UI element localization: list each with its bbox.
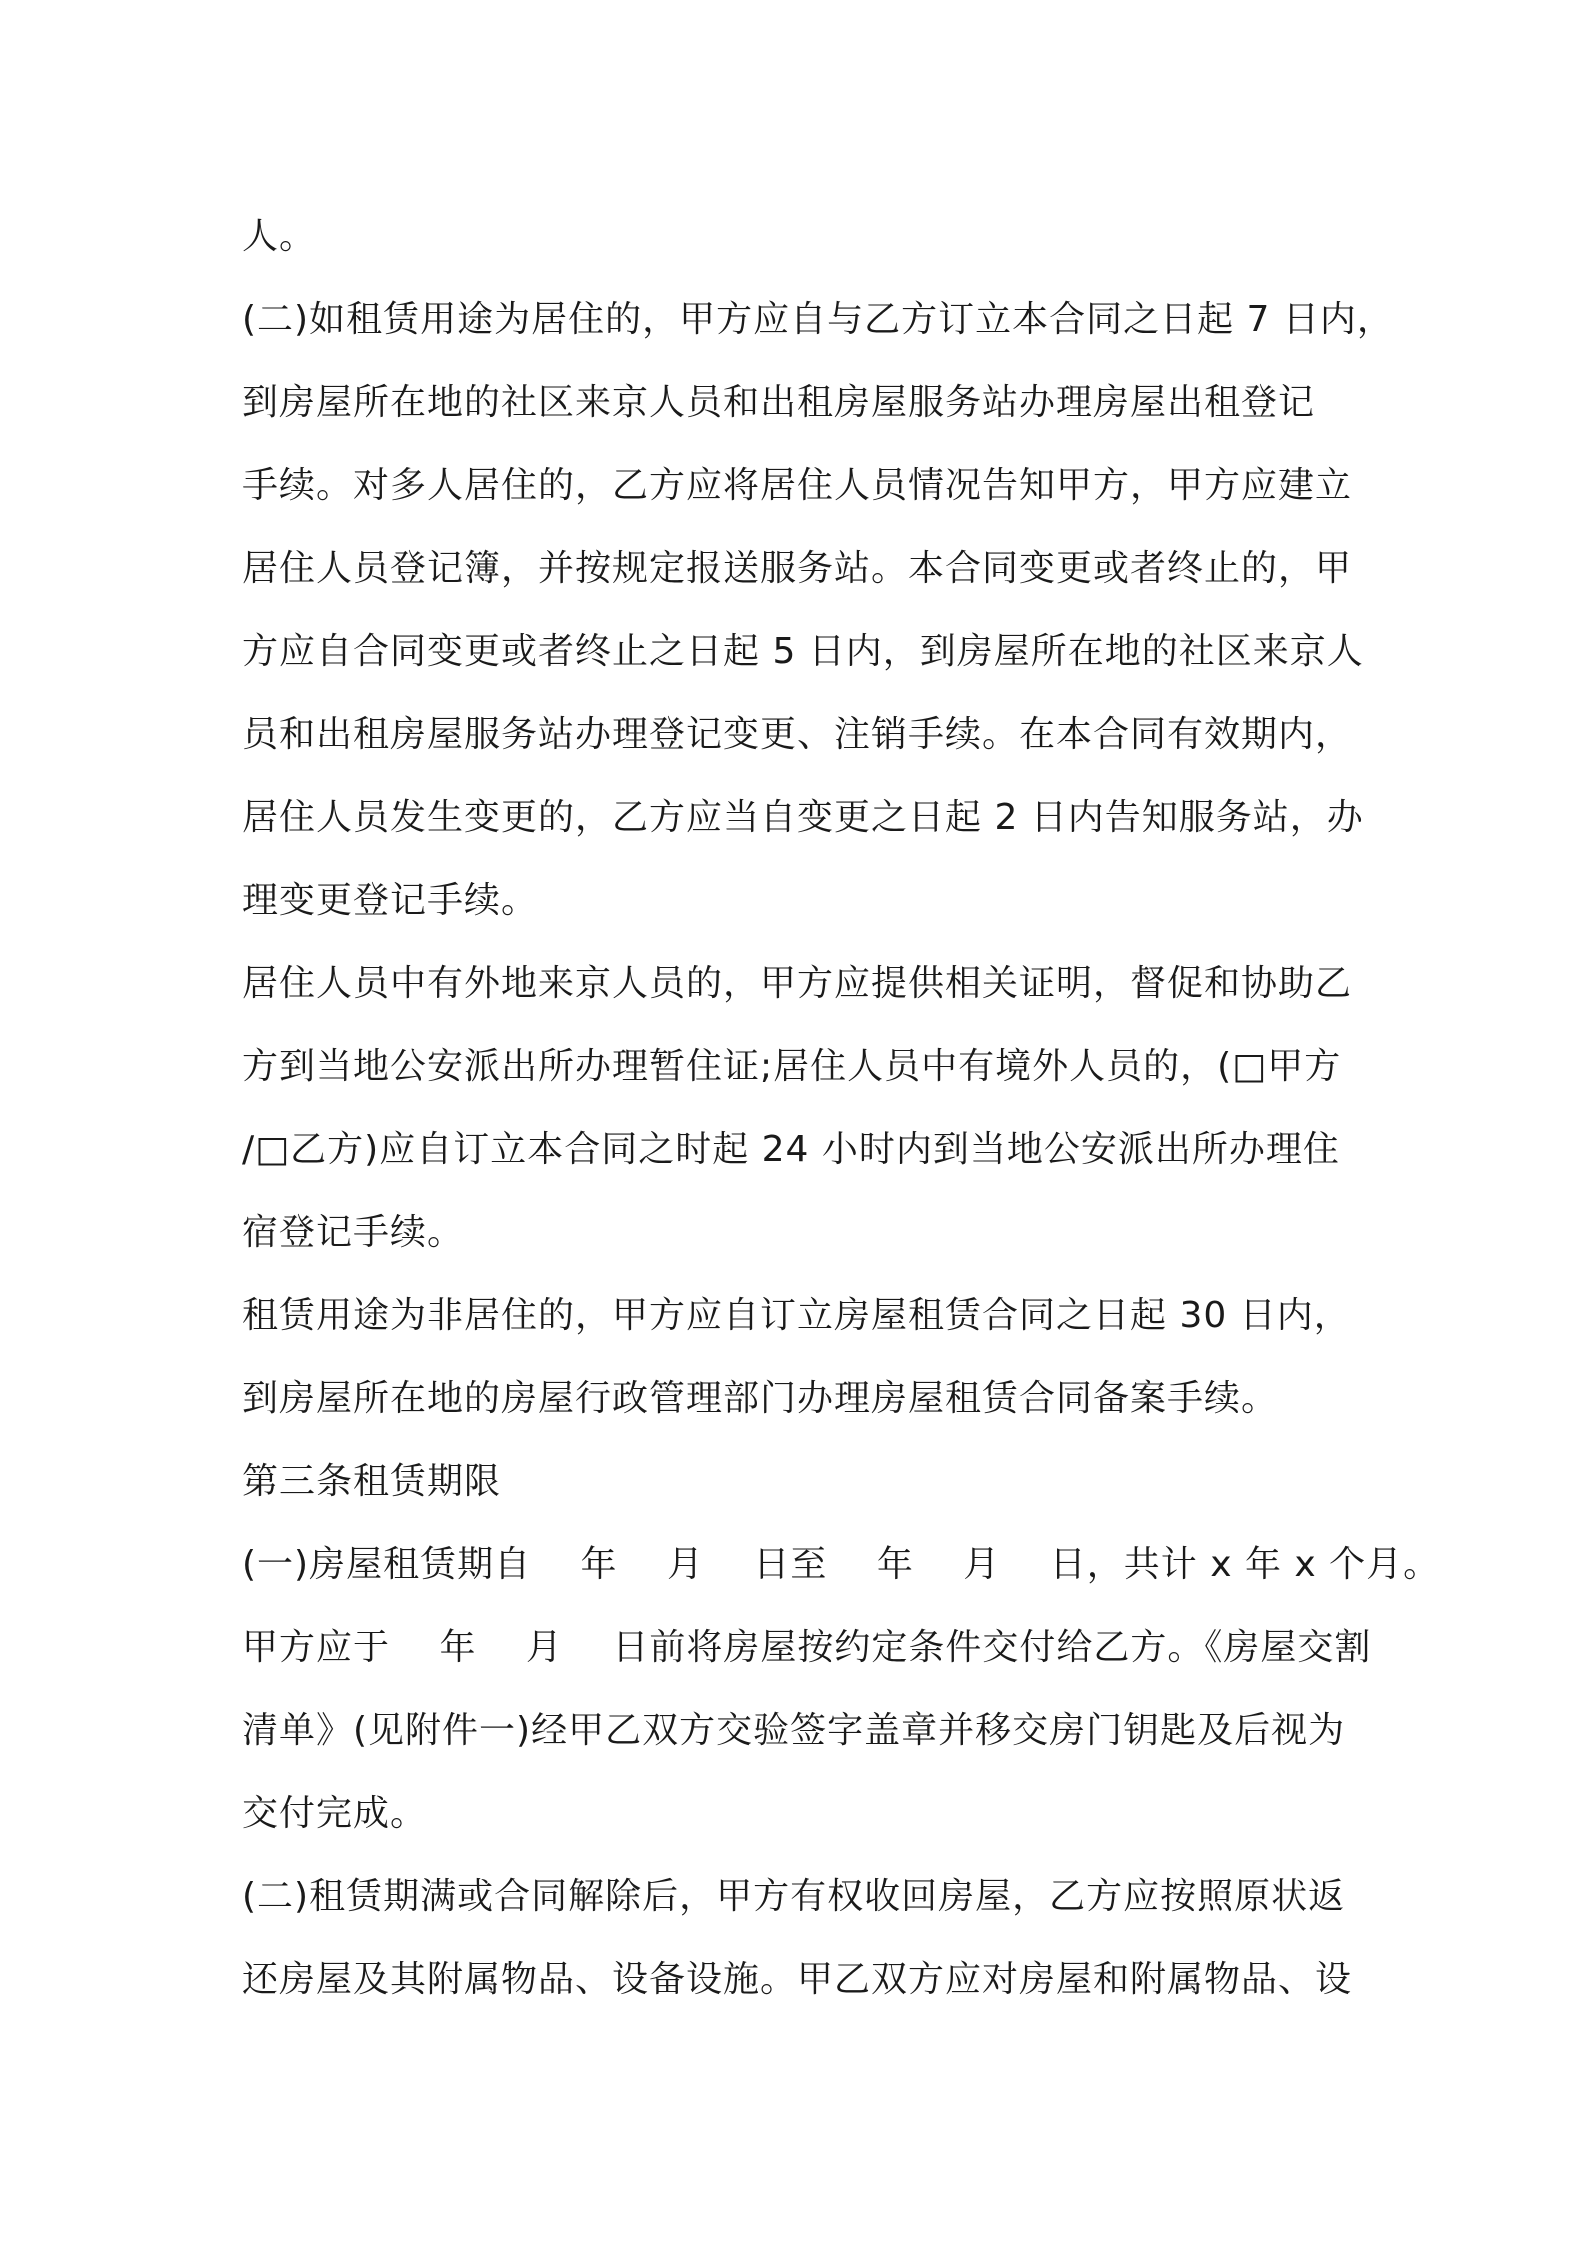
document-body [242, 195, 1441, 2021]
text-line: 宿登记手续。 [242, 1212, 465, 1253]
text-line: (二)租赁期满或合同解除后，甲方有权收回房屋，乙方应按照原状返 [242, 1876, 1346, 1917]
text-line: 交付完成。 [242, 1793, 428, 1834]
text-line: (一)房屋租赁期自 年 月 日至 年 月 日，共计 x 年 x 个月。 [242, 1544, 1441, 1585]
text-line: /□乙方)应自订立本合同之时起 24 小时内到当地公安派出所办理住 [242, 1129, 1340, 1170]
section-heading-lease-term [242, 1440, 1362, 1523]
text-line: 理变更登记手续。 [242, 880, 539, 921]
text-line: 租赁用途为非居住的，甲方应自订立房屋租赁合同之日起 30 日内， [242, 1295, 1351, 1336]
text-line: 手续。对多人居住的，乙方应将居住人员情况告知甲方，甲方应建立 [242, 465, 1353, 506]
paragraph-lease-period [242, 1523, 1441, 1855]
text-line: 人。 [242, 216, 317, 257]
text-line: 还房屋及其附属物品、设备设施。甲乙双方应对房屋和附属物品、设 [242, 1959, 1353, 2000]
text-line: (二)如租赁用途为居住的，甲方应自与乙方订立本合同之日起 7 日内， [242, 299, 1394, 340]
text-line: 居住人员登记簿，并按规定报送服务站。本合同变更或者终止的，甲 [242, 548, 1353, 589]
text-line: 方到当地公安派出所办理暂住证;居住人员中有境外人员的，(□甲方 [242, 1046, 1342, 1087]
section-heading: 第三条租赁期限 [242, 1461, 502, 1502]
text-line: 居住人员中有外地来京人员的，甲方应提供相关证明，督促和协助乙 [242, 963, 1353, 1004]
paragraph-nonlocal-residents [242, 942, 1362, 1274]
text-line: 方应自合同变更或者终止之日起 5 日内，到房屋所在地的社区来京人 [242, 631, 1364, 672]
paragraph-non-residential [242, 1274, 1362, 1440]
text-line: 清单》(见附件一)经甲乙双方交验签字盖章并移交房门钥匙及后视为 [242, 1710, 1346, 1751]
text-line: 到房屋所在地的房屋行政管理部门办理房屋租赁合同备案手续。 [242, 1378, 1279, 1419]
text-line: 居住人员发生变更的，乙方应当自变更之日起 2 日内告知服务站，办 [242, 797, 1364, 838]
text-line: 员和出租房屋服务站办理登记变更、注销手续。在本合同有效期内， [242, 714, 1353, 755]
paragraph-registration-residential [242, 278, 1394, 942]
text-line: 甲方应于 年 月 日前将房屋按约定条件交付给乙方。《房屋交割 [242, 1627, 1372, 1668]
paragraph-lease-expiry [242, 1855, 1362, 2021]
paragraph-continuation [242, 195, 1362, 278]
text-line: 到房屋所在地的社区来京人员和出租房屋服务站办理房屋出租登记 [242, 382, 1316, 423]
